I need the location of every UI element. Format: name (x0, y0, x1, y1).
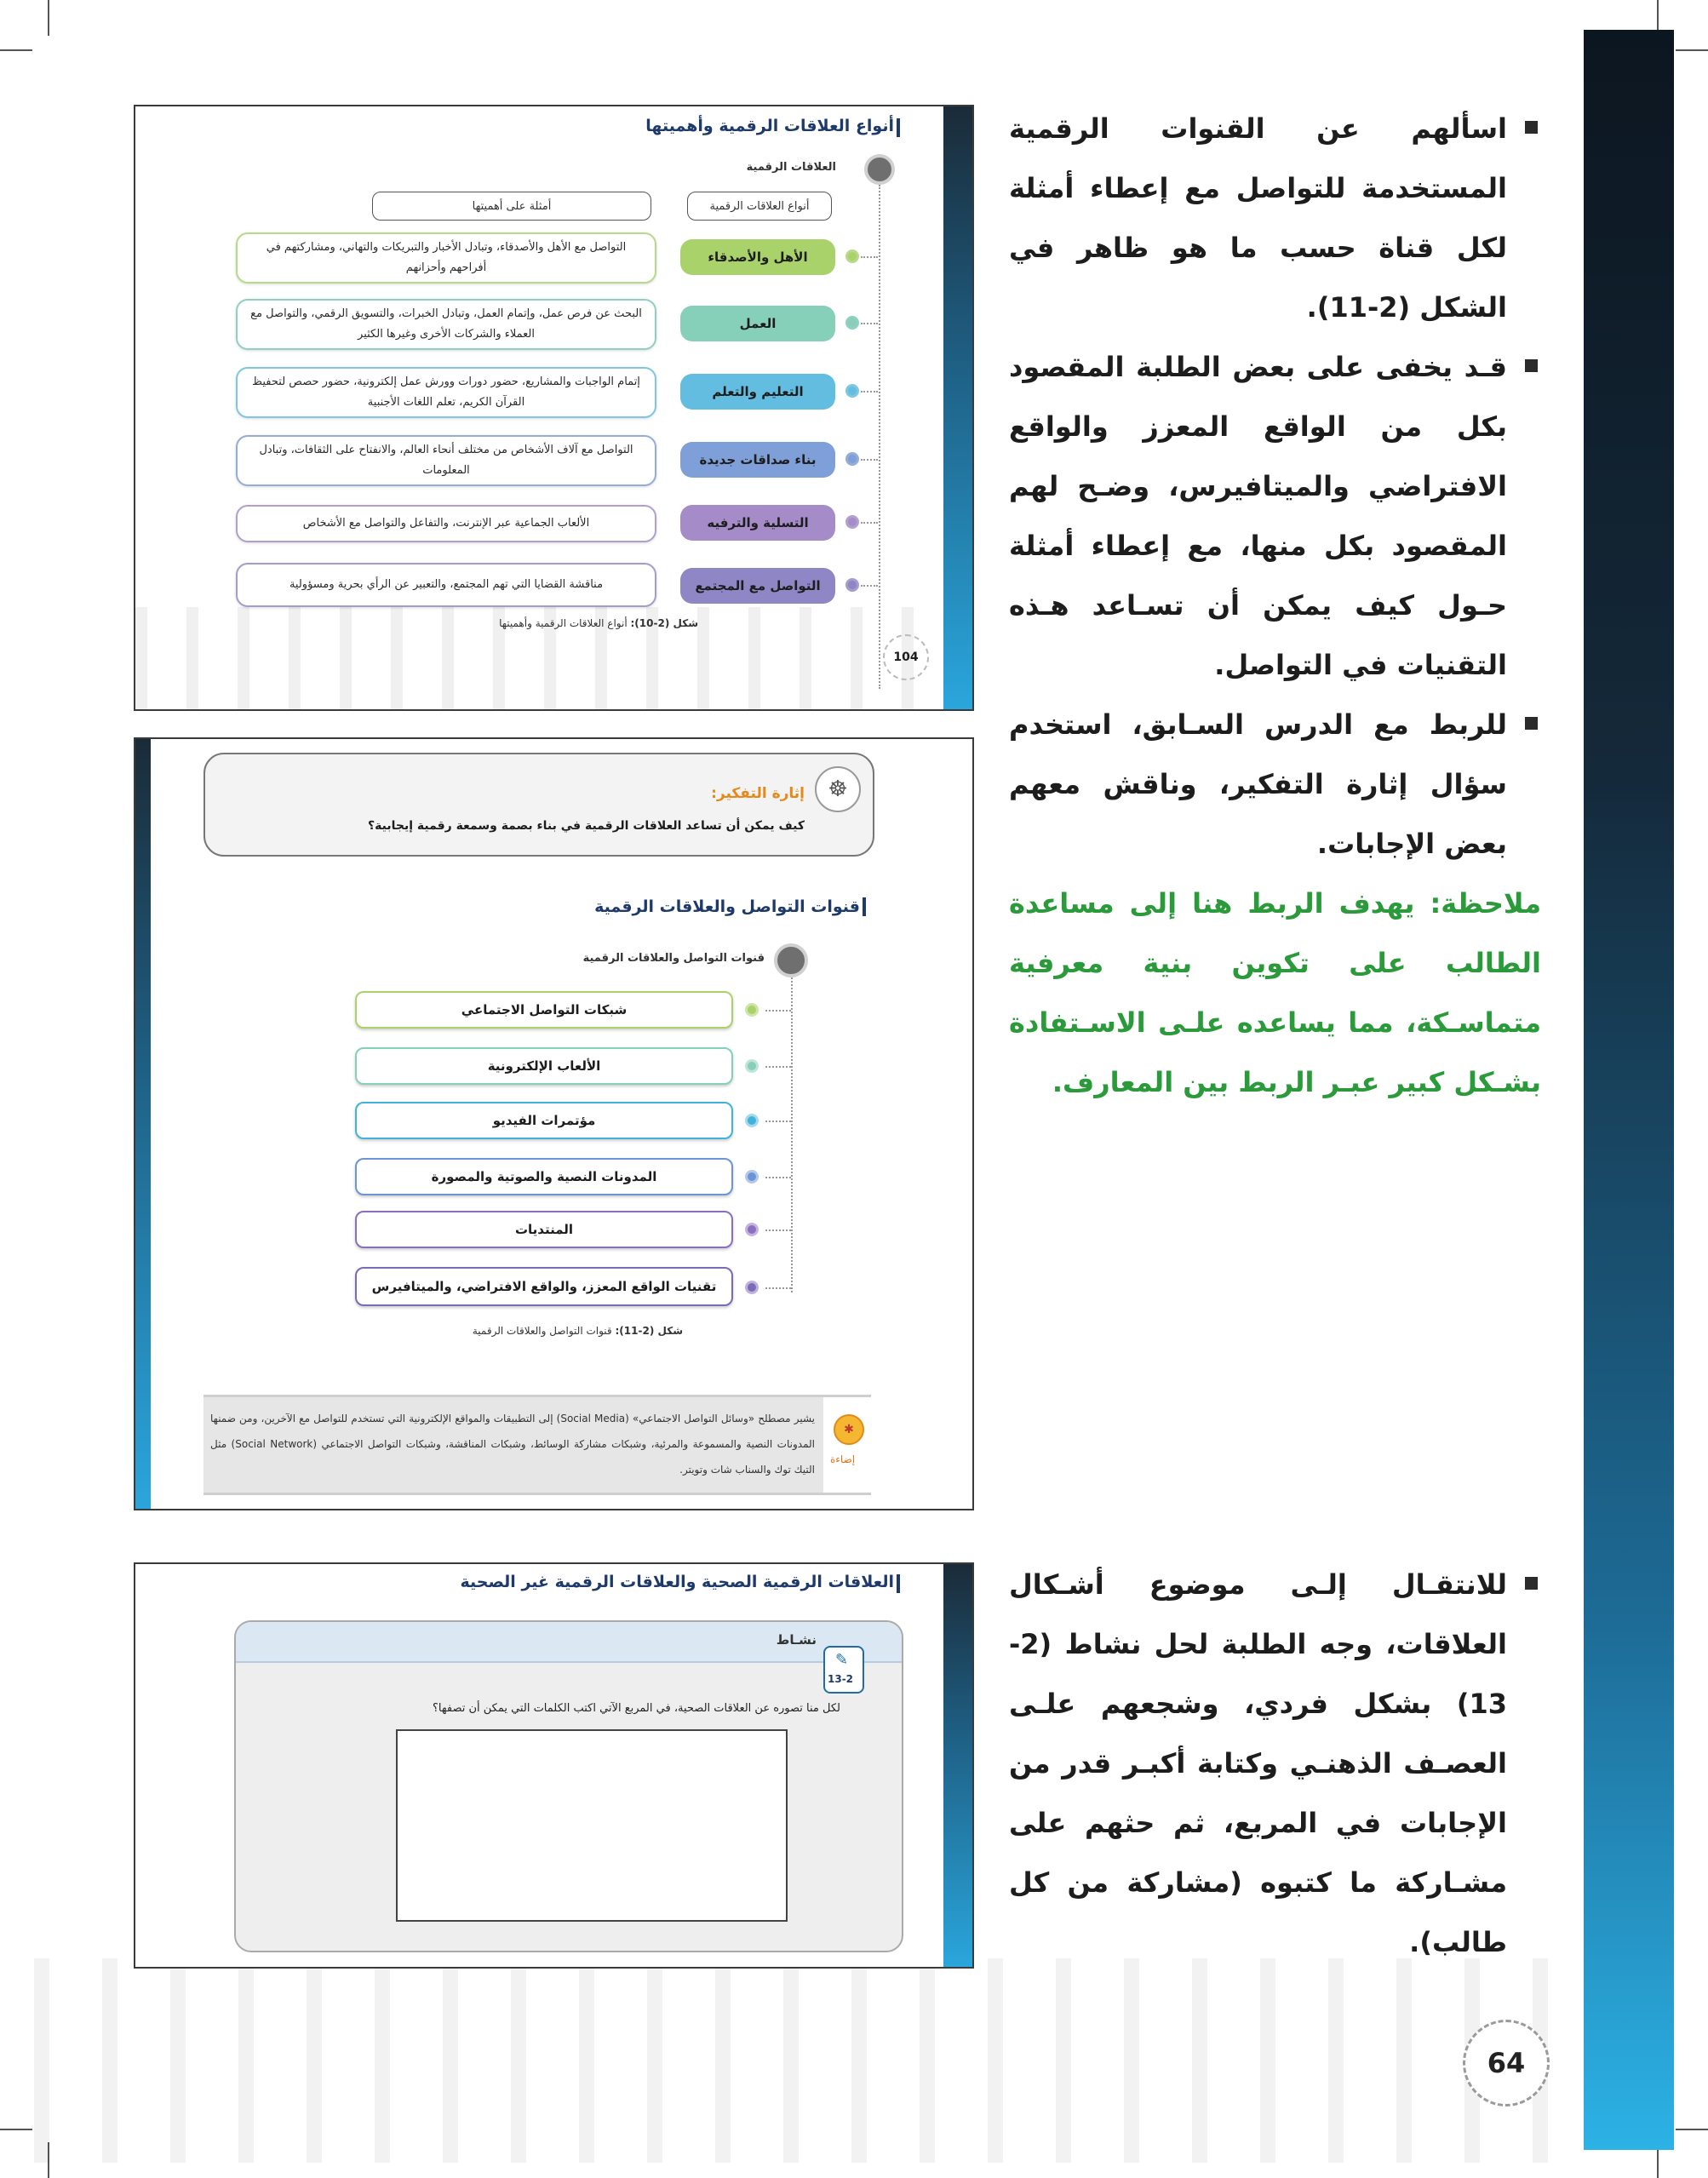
example-box: البحث عن فرص عمل، وإتمام العمل، وتبادل الخبرات، والتسويق الرقمي، والتواصل مع العملاء والشركات الأخرى وغيرها الكثير (236, 299, 656, 350)
example-box: الألعاب الجماعية عبر الإنترنت، والتفاعل والتواصل مع الأشخاص (236, 505, 656, 542)
tree-branch (861, 522, 878, 524)
channel-box: تقنيات الواقع المعزز، والواقع الافتراضي، والميتافيرس (355, 1267, 733, 1306)
thinking-label: إثارة التفكير: (711, 785, 805, 802)
slide-healthy-relationships (134, 1562, 974, 1969)
slide-page-number: 104 (883, 634, 929, 680)
tree-branch (765, 1066, 791, 1068)
title-marker (897, 1574, 900, 1593)
figure-caption (473, 1325, 683, 1337)
node-dot (845, 316, 859, 330)
activity-number: 13-2 (828, 1673, 854, 1685)
tree-branch (861, 256, 878, 258)
node-dot (745, 1114, 759, 1127)
title-marker (897, 118, 900, 137)
channel-box: مؤتمرات الفيديو (355, 1102, 733, 1139)
tree-line (879, 185, 880, 689)
slide-title: العلاقات الرقمية الصحية والعلاقات الرقمية غير الصحية (460, 1573, 894, 1591)
tree-line (791, 977, 793, 1292)
note-paragraph: ملاحظة: يهدف الربط هنا إلى مساعدة الطالب على تكوين بنية معرفية متماسـكة، مما يساعده علـى الاسـتفادة بشـكل كبير عبـر الربط بين المعارف. (1009, 887, 1541, 1098)
brain-icon: ☸ (815, 766, 861, 812)
type-pill: التواصل مع المجتمع (680, 568, 835, 604)
type-pill: التعليم والتعلم (680, 374, 835, 410)
tip-icon-panel (823, 1397, 871, 1493)
node-dot (745, 1059, 759, 1073)
example-box: إتمام الواجبات والمشاريع، حضور دورات وورش عمل إلكترونية، حضور حصص لتحفيظ القرآن الكريم، تعلم اللغات الأجنبية (236, 367, 656, 418)
activity-instruction: لكل منا تصوره عن العلاقات الصحية، في المربع الآتي اكتب الكلمات التي يمكن أن تصفها؟ (433, 1702, 840, 1715)
type-pill: التسلية والترفيه (680, 505, 835, 541)
activity-badge (823, 1646, 864, 1694)
crop-mark (1676, 2129, 1708, 2130)
node-dot (745, 1003, 759, 1017)
channel-box: شبكات التواصل الاجتماعي (355, 991, 733, 1029)
slide-communication-channels (134, 737, 974, 1510)
tip-label: إضاءة (830, 1453, 856, 1465)
crop-mark (48, 0, 49, 36)
lightbulb-icon: ✱ (834, 1414, 864, 1445)
list-item: قـد يخفى على بعض الطلبة المقصود بكل من الواقع المعزز والواقع الافتراضي والميتافيرس، وضـح لهم المقصود بكل منها، مع إعطاء أمثلة حـول كيف يمكن أن تسـاعد هـذه التقنيات في التواصل. (1009, 337, 1541, 695)
list-item: اسألهم عن القنوات الرقمية المستخدمة للتواصل مع إعطاء أمثلة لكل قناة حسب ما هو ظاهر في الشكل (2-11). (1009, 99, 1541, 337)
activity-icon: ✎ (835, 1651, 849, 1669)
column-header-types: أنواع العلاقات الرقمية (687, 192, 832, 221)
root-node-icon (774, 943, 808, 977)
root-label: العلاقات الرقمية (746, 161, 836, 174)
node-dot (845, 452, 859, 466)
tree-branch (765, 1287, 791, 1289)
page-number: 64 (1463, 2020, 1550, 2106)
thinking-question: كيف يمكن أن تساعد العلاقات الرقمية في بناء بصمة وسمعة رقمية إيجابية؟ (368, 819, 805, 833)
tree-branch (861, 391, 878, 393)
tree-branch (765, 1121, 791, 1122)
tip-box (203, 1395, 871, 1495)
channel-box: المنتديات (355, 1211, 733, 1248)
node-dot (745, 1281, 759, 1294)
slide-accent-bar (943, 1564, 972, 1967)
tree-branch (765, 1229, 791, 1231)
example-box: التواصل مع آلاف الأشخاص من مختلف أنحاء العالم، والانفتاح على الثقافات، وتبادل المعلومات (236, 435, 656, 486)
activity-label: نشـاط (776, 1632, 817, 1648)
caption-number: شكل (2-10): (630, 617, 698, 629)
thinking-box (203, 753, 874, 857)
crop-mark (1676, 49, 1708, 51)
node-dot (845, 515, 859, 529)
node-dot (845, 249, 859, 263)
column-header-examples: أمثلة على أهميتها (372, 192, 651, 221)
tree-branch (861, 459, 878, 461)
root-label: قنوات التواصل والعلاقات الرقمية (582, 952, 765, 965)
example-box: التواصل مع الأهل والأصدقاء، وتبادل الأخبار والتبريكات والتهاني، ومشاركتهم في أفراحهم وأحزانهم (236, 232, 656, 284)
channel-box: الألعاب الإلكترونية (355, 1047, 733, 1085)
crop-mark (0, 2129, 32, 2130)
slide-title: أنواع العلاقات الرقمية وأهميتها (645, 117, 894, 135)
type-pill: الأهل والأصدقاء (680, 239, 835, 275)
title-marker (863, 897, 866, 916)
list-item: للانتقـال إلـى موضوع أشـكال العلاقات، وجه الطلبة لحل نشاط (2-13) بشكل فردي، وشجعهم علـى العصـف الذهنـي وكتابة أكبـر قدر من الإجابات في المربع، ثم حثهم على مشـاركة ما كتبوه (مشاركة من كل طالب). (1009, 1555, 1541, 1972)
slide-relationship-types (134, 105, 974, 711)
answer-box[interactable] (396, 1729, 788, 1922)
side-band (1584, 30, 1674, 2150)
node-dot (845, 384, 859, 398)
type-pill: العمل (680, 306, 835, 341)
slide-accent-bar (943, 106, 972, 709)
caption-text: قنوات التواصل والعلاقات الرقمية (472, 1325, 612, 1337)
background-pattern (34, 1958, 1567, 2163)
tree-branch (861, 585, 878, 587)
node-dot (845, 578, 859, 592)
list-item: للربط مع الدرس السـابق، استخدم سؤال إثارة التفكير، وناقش معهم بعض الإجابات. (1009, 695, 1541, 874)
example-box: مناقشة القضايا التي تهم المجتمع، والتعبير عن الرأي بحرية ومسؤولية (236, 563, 656, 607)
type-pill: بناء صداقات جديدة (680, 442, 835, 478)
teacher-notes-top (1009, 99, 1541, 1112)
caption-text: أنواع العلاقات الرقمية وأهميتها (499, 617, 628, 629)
node-dot (745, 1170, 759, 1184)
slide-title: قنوات التواصل والعلاقات الرقمية (594, 897, 860, 916)
tree-branch (765, 1177, 791, 1178)
caption-number: شكل (2-11): (615, 1325, 683, 1337)
tip-text: يشير مصطلح «وسائل التواصل الاجتماعي» (Social Media) إلى التطبيقات والمواقع الإلكترونية التي تستخدم للتواصل مع الآخرين، ومن ضمنها المدونات النصية والمسموعة والمرئية، وشبكات مشاركة الوسائط، وشبكات المناقشة، وشبكات التواصل الاجتماعي (Social Network) مثل التيك توك والسناب شات وتويتر. (210, 1413, 815, 1476)
tree-branch (765, 1010, 791, 1012)
tree-branch (861, 323, 878, 324)
figure-caption (499, 617, 698, 629)
slide-accent-bar (135, 739, 151, 1509)
activity-card (234, 1620, 903, 1952)
node-dot (745, 1223, 759, 1236)
root-node-icon (864, 154, 895, 185)
teacher-notes-bottom (1009, 1555, 1541, 1972)
channel-box: المدونات النصية والصوتية والمصورة (355, 1158, 733, 1195)
crop-mark (0, 49, 32, 51)
